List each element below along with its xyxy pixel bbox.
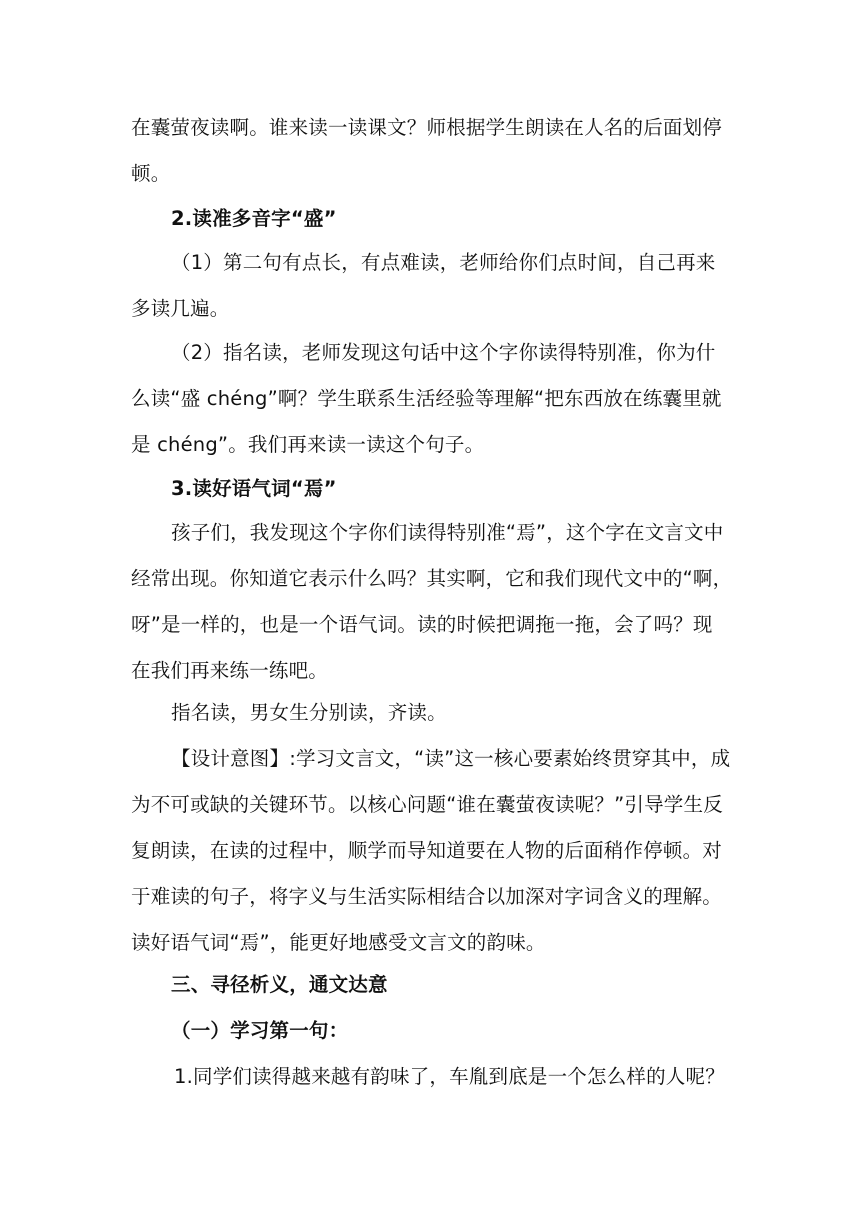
paragraph-line: 在囊萤夜读啊。谁来读一读课文？师根据学生朗读在人名的后面划停 — [131, 116, 723, 139]
paragraph-line: 【设计意图】:学习文言文，“读”这一核心要素始终贯穿其中，成 — [171, 747, 731, 770]
design-intent-paragraph — [131, 736, 731, 966]
paragraph-line: 读好语气词“焉”，能更好地感受文言文的韵味。 — [131, 931, 546, 954]
paragraph — [131, 690, 731, 736]
heading-particle — [171, 466, 771, 512]
subsection-heading — [171, 1008, 771, 1054]
paragraph-line: 么读“盛 chéng”啊？学生联系生活经验等理解“把东西放在练囊里就 — [131, 387, 722, 410]
paragraph — [131, 510, 731, 694]
paragraph-line: 是 chéng”。我们再来读一读这个句子。 — [131, 433, 485, 456]
paragraph-line: 多读几遍。 — [131, 297, 230, 320]
paragraph — [131, 105, 731, 197]
paragraph-line: （1）第二句有点长，有点难读，老师给你们点时间，自己再来 — [171, 251, 716, 274]
paragraph-line: 在我们再来练一练吧。 — [131, 659, 329, 682]
paragraph-line: 经常出现。你知道它表示什么吗？其实啊，它和我们现代文中的“啊， — [131, 567, 733, 590]
heading-text: 3.读好语气词“焉” — [171, 477, 337, 500]
heading-text: 2.读准多音字“盛” — [171, 207, 337, 230]
paragraph-line: 孩子们，我发现这个字你们读得特别准“焉”，这个字在文言文中 — [171, 521, 724, 544]
paragraph-line: 呀”是一样的，也是一个语气词。读的时候把调拖一拖，会了吗？现 — [131, 613, 713, 636]
heading-polyphone — [171, 196, 771, 242]
paragraph — [174, 1054, 774, 1100]
paragraph-line: 指名读，男女生分别读，齐读。 — [171, 701, 447, 724]
section-heading — [171, 962, 771, 1008]
paragraph-line: 1.同学们读得越来越有韵味了，车胤到底是一个怎么样的人呢？ — [174, 1065, 725, 1088]
paragraph-line: 为不可或缺的关键环节。以核心问题“谁在囊萤夜读呢？”引导学生反 — [131, 793, 723, 816]
paragraph-line: 复朗读，在读的过程中，顺学而导知道要在人物的后面稍作停顿。对 — [131, 839, 723, 862]
heading-text: （一）学习第一句： — [171, 1019, 349, 1042]
paragraph-line: 顿。 — [131, 162, 171, 185]
paragraph-line: （2）指名读，老师发现这句话中这个字你读得特别准，你为什 — [171, 341, 716, 364]
paragraph — [131, 240, 731, 332]
heading-text: 三、寻径析义，通文达意 — [171, 973, 388, 996]
paragraph-line: 于难读的句子，将字义与生活实际相结合以加深对字词含义的理解。 — [131, 885, 723, 908]
paragraph — [131, 330, 731, 468]
